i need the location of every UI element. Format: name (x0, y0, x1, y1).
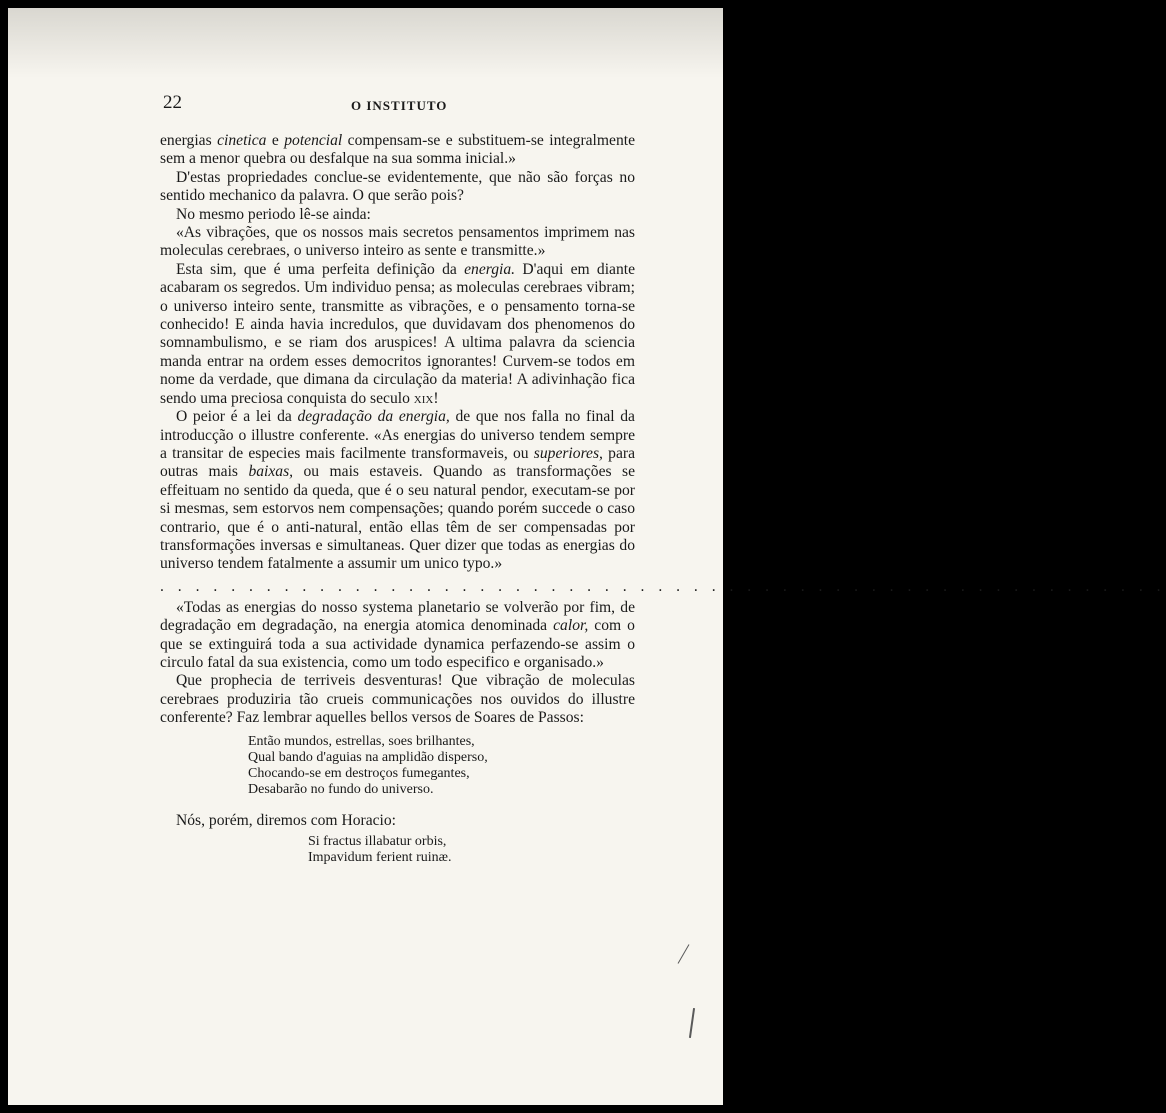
text-run: «Todas as energias do nosso systema planetario se volverão por fim, de degradação em degradação, na energia atomica denominada (160, 598, 635, 635)
verse-horacio (308, 834, 635, 866)
paragraph (160, 206, 635, 224)
verse-line: Desabarão no fundo do universo. (248, 781, 434, 797)
closing-line: Nós, porém, diremos com Horacio: (176, 811, 396, 829)
text-run: D'estas propriedades conclue-se evidentemente, que não são forças no sentido mechanico da palavra. O que serão pois? (160, 168, 635, 205)
text-run: energias (160, 132, 218, 149)
verse-line: Qual bando d'aguias na amplidão disperso, (248, 749, 488, 765)
verse-line: Si fractus illabatur orbis, (308, 834, 447, 849)
scan-speck (678, 944, 690, 964)
italic-run: cinetica (217, 132, 267, 149)
paragraph (160, 224, 635, 261)
paragraph (160, 672, 635, 727)
verse-line: Chocando-se em destroços fumegantes, (248, 765, 470, 781)
small-caps-run: xix (413, 389, 434, 407)
italic-run: calor, (553, 617, 589, 635)
text-run: ou mais estaveis. Quando as transformações se effeituam no sentido da queda, que é o seu natural pendor, executam-se por si mesmas, sem estorvos nem compensações; quando porém succede o caso contrario, que é o anti-natural, então ellas têm de ser compensadas por transformações inversas e simultaneas. Quer dizer que todas as energias do universo tendem fatalmente a assumir um unico typo.» (160, 463, 636, 573)
italic-run: superiores, (533, 444, 603, 462)
italic-run: potencial (284, 132, 343, 149)
italic-run: baixas, (248, 463, 294, 481)
verse-line: Impavidum ferient ruinæ. (308, 850, 452, 865)
text-run: e (266, 132, 285, 149)
text-run: para outras mais (160, 444, 635, 481)
paragraph (160, 169, 635, 206)
text-run: D'aqui em diante acabaram os segredos. Um individuo pensa; as moleculas cerebraes vibram; o universo inteiro sente, transmitte as vibrações, e o pensamento torna-se conhecido! E ainda havia incredulos, que duvidavam dos phenomenos do somnambulismo, e se riam dos aruspices! A ultima palavra da sciencia manda entrar na ordem esses democritos ignorantes! Curvem-se todos em nome da verdade, que dimana da circulação da materia! A adivinhação fica sendo uma preciosa conquista do seculo (160, 260, 635, 407)
text-run: Que prophecia de terriveis desventuras! Que vibração de moleculas cerebraes produziria tão crueis communicações nos ouvidos do illustre conferente? Faz lembrar aquelles bellos versos de Soares de Passos: (160, 672, 635, 727)
text-run: Esta sim, que é uma perfeita definição da (176, 260, 465, 278)
text-run: No mesmo periodo lê-se ainda: (176, 205, 371, 223)
italic-run: degradação da energia, (297, 408, 450, 426)
verse-soares-de-passos (248, 734, 635, 798)
document-page (8, 8, 1166, 1105)
scan-speck (689, 1008, 695, 1038)
text-run: «As vibrações, que os nossos mais secretos pensamentos imprimem nas moleculas cerebraes, o universo inteiro as sente e transmitte.» (160, 224, 635, 260)
text-run: com o que se extinguirá toda a sua actividade dynamica perfazendo-se assim o circulo fatal da sua existencia, como um todo especifico e organisado.» (160, 617, 635, 671)
text-run: O peior é a lei da (176, 408, 298, 426)
scan-shadow (8, 8, 723, 78)
paragraph (160, 132, 635, 169)
ellipsis-separator: . . . . . . . . . . . . . . . . . . . . . . . . . . . . . . . . . . . . . . . . . . . . . . . . . . . . . . . . . (160, 577, 1166, 595)
paragraph (160, 261, 635, 408)
paragraph (160, 599, 635, 673)
italic-run: energia. (464, 260, 516, 278)
page-body (160, 132, 1166, 866)
running-head: O INSTITUTO (351, 98, 448, 113)
text-run: compensam-se e substituem-se integralmente sem a menor quebra ou desfalque na sua somma inicial.» (160, 132, 635, 168)
paragraph (160, 408, 635, 574)
verse-line: Então mundos, estrellas, soes brilhantes, (248, 733, 475, 749)
page-number: 22 (163, 92, 182, 113)
text-run: de que nos falla no final da introducção o illustre conferente. «As energias do universo tendem sempre a transitar de especies mais facilmente transformaveis, ou (160, 408, 635, 462)
text-run: ! (433, 389, 439, 407)
